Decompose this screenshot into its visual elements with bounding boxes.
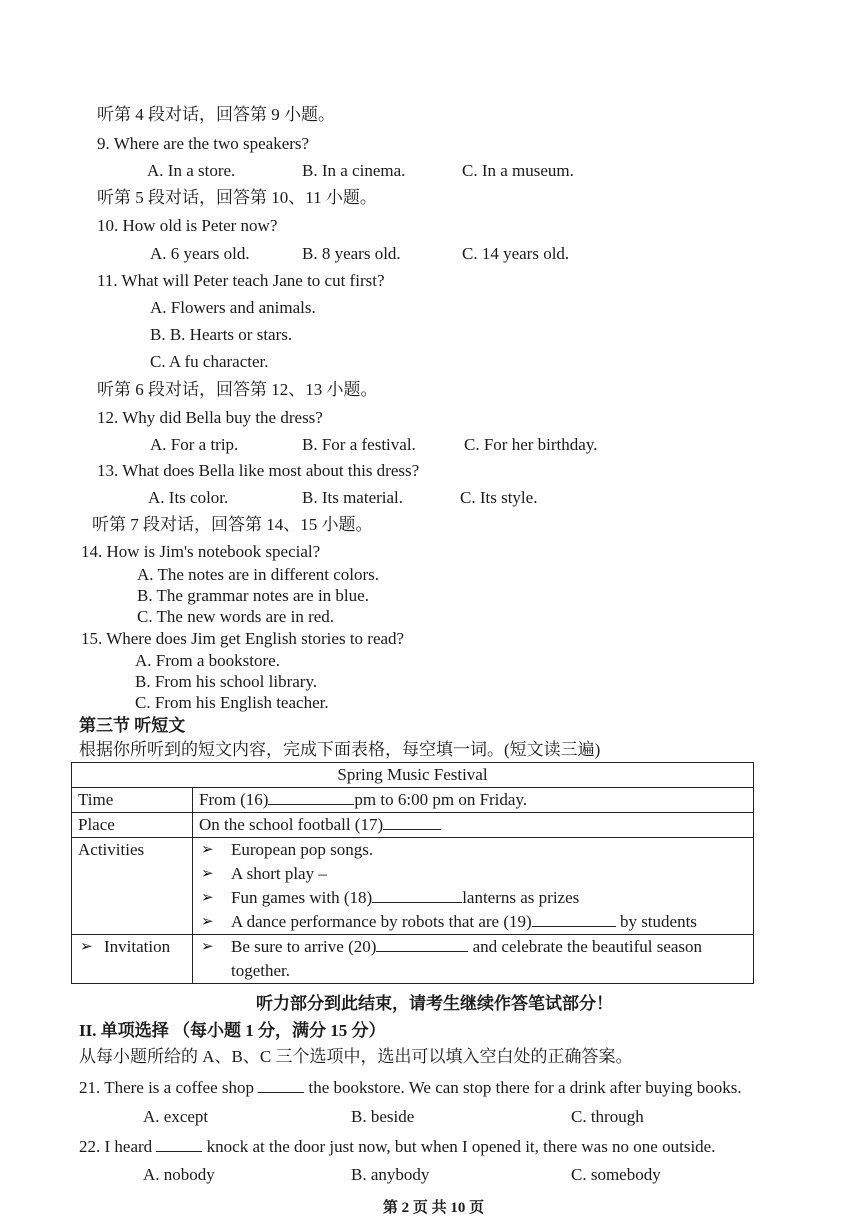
blank-22[interactable] (156, 1135, 202, 1152)
activity-item (199, 862, 747, 886)
option-12a: A. For a trip. (150, 435, 239, 454)
time-suffix: pm to 6:00 pm on Friday. (354, 790, 528, 809)
option-22c: C. somebody (571, 1165, 661, 1184)
question-10: 10. How old is Peter now? (97, 216, 278, 235)
arrow-bullet-icon: ➢ (201, 939, 214, 955)
invitation-label-text: Invitation (104, 937, 171, 956)
part-3-instruction: 根据你所听到的短文内容，完成下面表格，每空填一词。(短文读三遍) (79, 740, 601, 759)
option-14a: A. The notes are in different colors. (137, 565, 380, 584)
blank-19[interactable] (532, 910, 616, 927)
time-prefix: From (16) (199, 790, 269, 809)
option-10b: B. 8 years old. (302, 244, 401, 263)
option-9c: C. In a museum. (462, 161, 574, 180)
question-15: 15. Where does Jim get English stories to read? (81, 629, 405, 648)
invitation-item (199, 935, 747, 983)
time-label: Time (72, 788, 193, 813)
option-22b: B. anybody (351, 1165, 430, 1184)
option-11a: A. Flowers and animals. (150, 298, 316, 317)
blank-18[interactable] (372, 886, 462, 903)
part-2-heading: II. 单项选择 （每小题 1 分，满分 15 分） (79, 1021, 386, 1040)
activity-text: A dance performance by robots that are (19) (231, 912, 532, 931)
activity-item (199, 838, 747, 862)
section-5-instruction: 听第 5 段对话，回答第 10、11 小题。 (97, 188, 377, 207)
activity-item (199, 886, 747, 910)
activity-text: lanterns as prizes (462, 888, 580, 907)
option-9b: B. In a cinema. (302, 161, 406, 180)
option-21a: A. except (143, 1107, 209, 1126)
invitation-text: Be sure to arrive (20) (231, 937, 377, 956)
option-13c: C. Its style. (460, 488, 538, 507)
option-22a: A. nobody (143, 1165, 215, 1184)
question-13: 13. What does Bella like most about this dress? (97, 461, 420, 480)
listening-end-note: 听力部分到此结束，请考生继续作答笔试部分！ (256, 994, 613, 1013)
question-21 (79, 1076, 742, 1099)
page-number: 第 2 页 共 10 页 (382, 1200, 485, 1216)
option-21b: B. beside (351, 1107, 415, 1126)
part-3-heading: 第三节 听短文 (79, 716, 186, 735)
blank-17[interactable] (383, 813, 441, 830)
option-10a: A. 6 years old. (150, 244, 250, 263)
option-12c: C. For her birthday. (464, 435, 598, 454)
place-cell (193, 813, 754, 838)
place-label: Place (72, 813, 193, 838)
invitation-text: and celebrate the beautiful season together. (231, 937, 703, 980)
place-prefix: On the school football (17) (199, 815, 384, 834)
arrow-bullet-icon: ➢ (201, 842, 214, 858)
option-14c: C. The new words are in red. (137, 607, 335, 626)
blank-21[interactable] (258, 1076, 304, 1093)
time-cell (193, 788, 754, 813)
question-9: 9. Where are the two speakers? (97, 134, 310, 153)
option-15c: C. From his English teacher. (135, 693, 329, 712)
option-15a: A. From a bookstore. (135, 651, 280, 670)
activity-text: Fun games with (18) (231, 888, 373, 907)
blank-20[interactable] (376, 935, 468, 952)
invitation-cell (193, 935, 754, 984)
option-14b: B. The grammar notes are in blue. (137, 586, 369, 605)
invitation-label (78, 935, 186, 959)
option-12b: B. For a festival. (302, 435, 416, 454)
question-22 (79, 1135, 715, 1158)
section-4-instruction: 听第 4 段对话，回答第 9 小题。 (97, 105, 335, 124)
invitation-label-cell (72, 935, 193, 984)
activity-text: A short play – (231, 864, 327, 883)
blank-16[interactable] (268, 788, 354, 805)
arrow-bullet-icon: ➢ (201, 890, 214, 906)
option-15b: B. From his school library. (135, 672, 318, 691)
question-21-suffix: the bookstore. We can stop there for a drink after buying books. (308, 1078, 742, 1097)
table-title: Spring Music Festival (72, 763, 754, 788)
section-6-instruction: 听第 6 段对话，回答第 12、13 小题。 (97, 380, 378, 399)
arrow-bullet-icon: ➢ (201, 914, 214, 930)
question-22-prefix: 22. I heard (79, 1137, 153, 1156)
activities-label: Activities (72, 838, 193, 935)
question-14: 14. How is Jim's notebook special? (81, 542, 321, 561)
activities-cell (193, 838, 754, 935)
option-11c: C. A fu character. (150, 352, 269, 371)
activity-text: European pop songs. (231, 840, 374, 859)
activity-item (199, 910, 747, 934)
question-21-prefix: 21. There is a coffee shop (79, 1078, 254, 1097)
activity-text: by students (619, 912, 697, 931)
part-2-instruction: 从每小题所给的 A、B、C 三个选项中，选出可以填入空白处的正确答案。 (79, 1047, 633, 1066)
arrow-bullet-icon: ➢ (201, 866, 214, 882)
question-11: 11. What will Peter teach Jane to cut first? (97, 271, 385, 290)
question-12: 12. Why did Bella buy the dress? (97, 408, 323, 427)
option-11b: B. B. Hearts or stars. (150, 325, 293, 344)
festival-table (71, 762, 754, 984)
section-7-instruction: 听第 7 段对话，回答第 14、15 小题。 (92, 515, 373, 534)
option-13a: A. Its color. (148, 488, 229, 507)
option-13b: B. Its material. (302, 488, 404, 507)
arrow-bullet-icon: ➢ (80, 939, 93, 955)
option-21c: C. through (571, 1107, 644, 1126)
option-10c: C. 14 years old. (462, 244, 570, 263)
question-22-suffix: knock at the door just now, but when I opened it, there was no one outside. (206, 1137, 716, 1156)
option-9a: A. In a store. (147, 161, 236, 180)
